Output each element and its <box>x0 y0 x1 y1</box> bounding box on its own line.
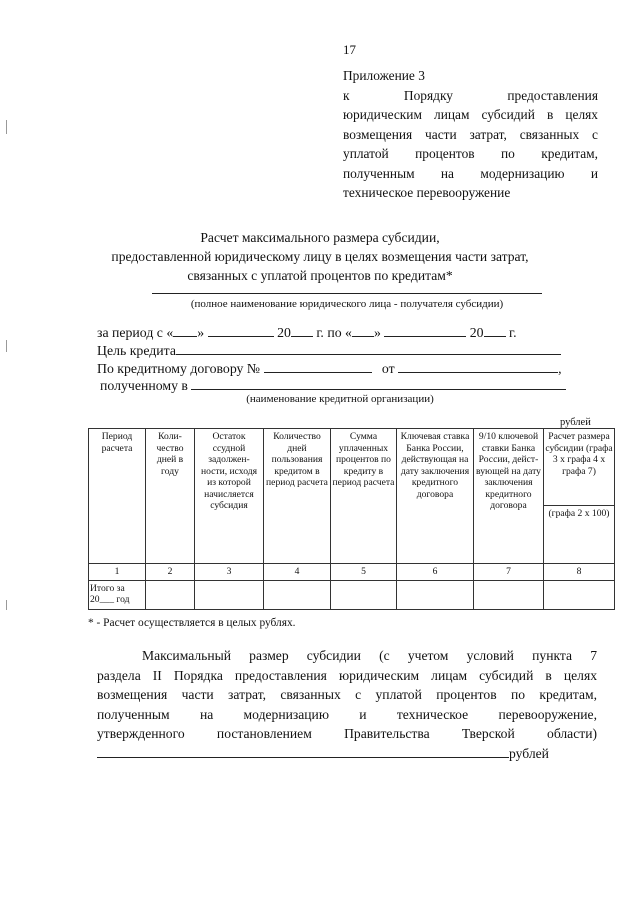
header-cell: 9/10 ключевой ставки Банка России, дейст-вующей на дату заключения кредитного договора <box>474 429 544 564</box>
column-number: 4 <box>264 564 331 581</box>
column-number: 3 <box>195 564 264 581</box>
header-cell: Коли-чество дней в году <box>146 429 195 564</box>
year-prefix: 20 <box>469 325 484 340</box>
header-cell: Расчет размера субсидии (графа 3 x графа 4 x графа 7) <box>544 429 615 506</box>
header-cell: Ключевая ставка Банка России, действующая на дату заключения кредитного договора <box>397 429 474 564</box>
paragraph-line: полученным на модернизацию и техническое перевооружение, <box>97 706 597 722</box>
quote-close: » <box>373 325 381 340</box>
contract-line <box>97 361 562 377</box>
contract-number-blank <box>264 361 372 373</box>
month-to-blank <box>384 325 466 337</box>
appendix-line: к Порядку предоставления <box>343 87 598 103</box>
total-label-cell <box>89 580 146 609</box>
footnote: * - Расчет осуществляется в целых рублях. <box>88 617 296 629</box>
document-title <box>90 228 550 285</box>
subsidy-amount-line <box>97 746 549 762</box>
contract-date-blank <box>398 361 558 373</box>
month-from-blank <box>208 325 274 337</box>
period-line <box>97 325 517 341</box>
quote-close: » <box>197 325 205 340</box>
total-cell <box>397 580 474 609</box>
received-label: полученному в <box>100 378 188 393</box>
year-to-label: г. по « <box>316 325 352 340</box>
header-cell: Период расчета <box>89 429 146 564</box>
year-to-blank <box>484 325 506 337</box>
title-line: Расчет максимального размера субсидии, <box>200 230 440 245</box>
total-cell <box>146 580 195 609</box>
column-number: 2 <box>146 564 195 581</box>
appendix-block <box>343 66 598 203</box>
title-line: предоставленной юридическому лицу в целях возмещения части затрат, <box>111 249 529 264</box>
day-to-blank <box>352 325 374 337</box>
total-cell <box>544 580 615 609</box>
year-prefix: 20 <box>277 325 291 340</box>
column-number: 8 <box>544 564 615 581</box>
subsidy-amount-blank <box>97 746 509 758</box>
paragraph-line: раздела II Порядка предоставления юридическим лицам субсидий в целях <box>97 667 597 683</box>
units-label: рублей <box>560 417 591 428</box>
column-number-row <box>89 564 615 581</box>
max-subsidy-paragraph <box>97 646 597 744</box>
period-from-label: за период с « <box>97 325 174 340</box>
comma: , <box>558 361 562 376</box>
total-cell <box>264 580 331 609</box>
contract-label: По кредитному договору № <box>97 361 261 376</box>
purpose-blank <box>176 343 561 355</box>
year-end: г. <box>509 325 517 340</box>
column-number: 1 <box>89 564 146 581</box>
org-name-caption: (полное наименование юридического лица - получателя субсидии) <box>190 298 504 310</box>
calculation-table <box>88 428 615 610</box>
appendix-line: юридическим лицам субсидий в целях <box>343 107 598 122</box>
total-row <box>89 580 615 609</box>
appendix-line: Приложение 3 <box>343 68 425 83</box>
header-row <box>89 429 615 506</box>
year-from-blank <box>291 325 313 337</box>
total-label: Итого за <box>90 582 125 594</box>
scan-mark <box>6 340 7 352</box>
total-cell <box>474 580 544 609</box>
credit-org-blank <box>191 378 566 390</box>
header-cell: Количество дней пользования кредитом в период расчета <box>264 429 331 564</box>
paragraph-line: Максимальный размер субсидии (с учетом условий пункта 7 <box>142 648 597 663</box>
title-line: связанных с уплатой процентов по кредитам* <box>187 268 453 283</box>
received-line <box>100 378 566 394</box>
bottom-units: рублей <box>509 746 549 761</box>
header-subcell: (графа 2 x 100) <box>544 506 615 564</box>
column-number: 6 <box>397 564 474 581</box>
contract-from-label: от <box>381 361 395 376</box>
total-cell <box>195 580 264 609</box>
column-number: 5 <box>331 564 397 581</box>
scan-mark <box>6 600 7 610</box>
appendix-line: уплатой процентов по кредитам, <box>343 146 598 161</box>
column-number: 7 <box>474 564 544 581</box>
appendix-line: возмещения части затрат, связанных с <box>343 126 598 142</box>
day-from-blank <box>173 325 197 337</box>
appendix-line: техническое перевооружение <box>343 185 511 200</box>
appendix-line: полученным на модернизацию и <box>343 165 598 181</box>
paragraph-line: утвержденного постановлением Правительства Тверской области) <box>97 726 597 741</box>
org-name-line <box>152 293 542 294</box>
total-cell <box>331 580 397 609</box>
header-cell: Остаток ссудной задолжен-ности, исходя из которой начисляется субсидия <box>195 429 264 564</box>
purpose-line <box>97 343 561 359</box>
header-cell: Сумма уплаченных процентов по кредиту в период расчета <box>331 429 397 564</box>
total-year: 20___ год <box>90 594 130 605</box>
credit-org-caption: (наименование кредитной организации) <box>246 393 434 405</box>
scan-mark <box>6 120 7 134</box>
paragraph-line: возмещения части затрат, связанных с уплатой процентов по кредитам, <box>97 687 597 702</box>
page-number: 17 <box>343 42 356 57</box>
purpose-label: Цель кредита <box>97 343 176 358</box>
